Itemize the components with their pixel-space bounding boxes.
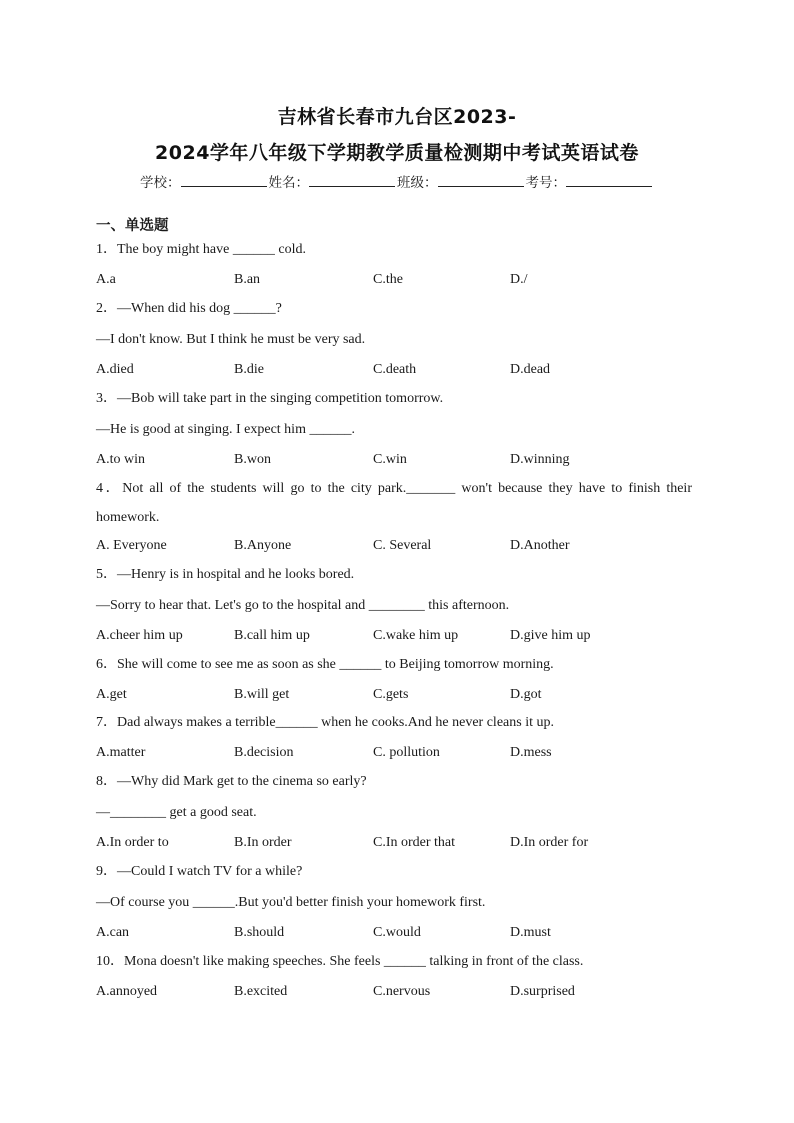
name-blank [309,174,395,187]
option-a: A.get [96,687,127,702]
question-1-text: 1．The boy might have ______ cold. [96,242,306,257]
exam-title-line1: 吉林省长春市九台区2023- [277,106,517,128]
school-label: 学校： [140,175,181,191]
question-7-text: 7．Dad always makes a terrible______ when he cooks.And he never cleans it up. [96,715,554,730]
option-b: B.should [234,925,285,940]
question-2-response: —I don't know. But I think he must be very sad. [96,332,366,347]
option-c: C.death [373,362,417,377]
option-c: C.nervous [373,984,431,999]
option-d: D.winning [510,452,570,467]
question-5-response: —Sorry to hear that. Let's go to the hospital and ________ this afternoon. [96,598,510,613]
option-a: A.matter [96,745,146,760]
question-8-response: —________ get a good seat. [96,805,257,820]
option-a: A.In order to [96,835,169,850]
option-b: B.In order [234,835,292,850]
option-a: A.cheer him up [96,628,183,643]
option-a: A. Everyone [96,538,167,553]
option-b: B.die [234,362,264,377]
class-label: 班级： [397,175,438,191]
option-d: D.must [510,925,551,940]
option-b: B.an [234,272,261,287]
option-c: C. Several [373,538,432,553]
option-d: D./ [510,272,528,287]
option-c: C. pollution [373,745,440,760]
option-b: B.will get [234,687,290,702]
option-c: C.wake him up [373,628,459,643]
option-c: C.In order that [373,835,456,850]
class-blank [438,174,524,187]
question-9-response: —Of course you ______.But you'd better finish your homework first. [96,895,486,910]
question-3-response: —He is good at singing. I expect him ______. [96,422,355,437]
question-2-text: 2．—When did his dog ______? [96,301,282,316]
section-title: 一、单选题 [96,218,169,234]
option-b: B.Anyone [234,538,292,553]
option-b: B.call him up [234,628,310,643]
option-a: A.annoyed [96,984,158,999]
option-d: D.mess [510,745,552,760]
question-9-text: 9．—Could I watch TV for a while? [96,864,303,879]
option-b: B.decision [234,745,294,760]
question-4-text: 4．Not all of the students will go to the city park._______ won't because they have to finish their homework. [96,481,692,525]
option-a: A.a [96,272,116,287]
option-d: D.give him up [510,628,591,643]
exam-number-label: 考号： [525,175,566,191]
question-3-text: 3．—Bob will take part in the singing competition tomorrow. [96,391,444,406]
option-d: D.surprised [510,984,575,999]
exam-number-blank [566,174,652,187]
option-b: B.excited [234,984,288,999]
name-label: 姓名： [268,175,309,191]
option-c: C.the [373,272,403,287]
option-a: A.to win [96,452,145,467]
option-d: D.Another [510,538,570,553]
option-d: D.In order for [510,835,589,850]
question-10-text: 10．Mona doesn't like making speeches. She feels ______ talking in front of the class. [96,954,584,969]
question-5-text: 5．—Henry is in hospital and he looks bored. [96,567,355,582]
student-info-line [0,171,794,191]
option-c: C.win [373,452,407,467]
school-blank [181,174,267,187]
option-a: A.can [96,925,130,940]
option-b: B.won [234,452,271,467]
option-c: C.would [373,925,421,940]
option-d: D.dead [510,362,551,377]
option-c: C.gets [373,687,409,702]
question-6-text: 6．She will come to see me as soon as she ______ to Beijing tomorrow morning. [96,657,554,672]
option-d: D.got [510,687,542,702]
question-8-text: 8．—Why did Mark get to the cinema so early? [96,774,367,789]
exam-title-line2: 2024学年八年级下学期教学质量检测期中考试英语试卷 [155,142,639,164]
option-a: A.died [96,362,134,377]
